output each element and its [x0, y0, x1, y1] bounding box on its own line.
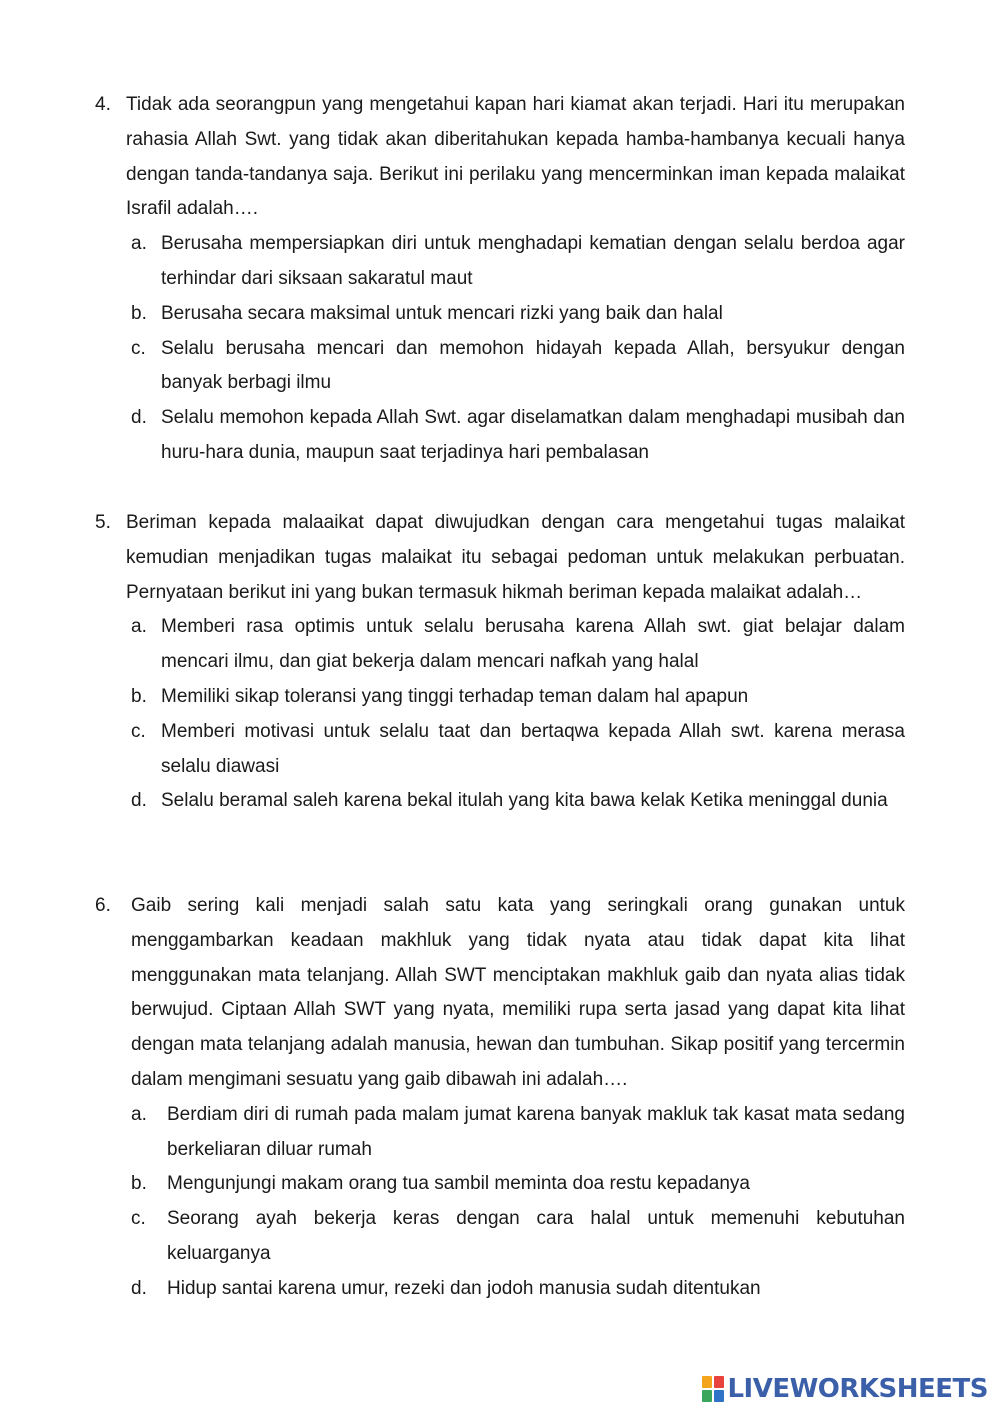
option-text: Memiliki sikap toleransi yang tinggi terhadap teman dalam hal apapun [161, 685, 749, 707]
question-text: Gaib sering kali menjadi salah satu kata yang seringkali orang gunakan untuk menggambarkan keadaan makhluk yang tidak nyata atau tidak dapat kita lihat menggunakan mata telanjang. Allah SWT menciptakan makhluk gaib dan nyata alias tidak berwujud. Ciptaan Allah SWT yang nyata, memiliki rupa serta jasad yang dapat kita lihat dengan mata telanjang adalah manusia, hewan dan tumbuhan. Sikap positif yang tercermin dalam mengimani sesuatu yang gaib dibawah ini adalah…. [131, 895, 905, 1090]
option-d[interactable] [95, 1272, 905, 1307]
option-letter: c. [131, 1208, 146, 1230]
logo-square [714, 1376, 724, 1388]
option-b[interactable] [95, 297, 905, 332]
option-text: Hidup santai karena umur, rezeki dan jodoh manusia sudah ditentukan [167, 1277, 761, 1299]
option-letter: a. [131, 1103, 147, 1125]
logo-square [714, 1390, 724, 1402]
answer-options [95, 227, 905, 471]
option-a[interactable] [95, 610, 905, 680]
question-text: Tidak ada seorangpun yang mengetahui kapan hari kiamat akan terjadi. Hari itu merupakan rahasia Allah Swt. yang tidak akan diberitahukan kepada hamba-hambanya kecuali hanya dengan tanda-tandanya saja. Berikut ini perilaku yang mencerminkan iman kepada malaikat Israfil adalah…. [126, 94, 905, 220]
answer-options [95, 610, 905, 819]
question-4 [95, 88, 905, 471]
liveworksheets-logo[interactable] [702, 1374, 988, 1404]
option-text: Selalu berusaha mencari dan memohon hidayah kepada Allah, bersyukur dengan banyak berbagi ilmu [161, 337, 905, 394]
brand-name: LIVEWORKSHEETS [727, 1374, 988, 1404]
option-letter: d. [131, 790, 147, 812]
option-b[interactable] [95, 680, 905, 715]
option-c[interactable] [95, 332, 905, 402]
question-6 [95, 889, 905, 1307]
option-text: Mengunjungi makam orang tua sambil meminta doa restu kepadanya [167, 1173, 750, 1195]
option-text: Memberi motivasi untuk selalu taat dan bertaqwa kepada Allah swt. karena merasa selalu diawasi [161, 720, 905, 777]
option-letter: a. [131, 233, 147, 255]
option-c[interactable] [95, 715, 905, 785]
option-a[interactable] [95, 227, 905, 297]
option-text: Berusaha mempersiapkan diri untuk menghadapi kematian dengan selalu berdoa agar terhindar dari siksaan sakaratul maut [161, 233, 905, 289]
option-letter: d. [131, 1277, 147, 1299]
option-text: Berusaha secara maksimal untuk mencari rizki yang baik dan halal [161, 302, 723, 324]
option-text: Selalu memohon kepada Allah Swt. agar diselamatkan dalam menghadapi musibah dan huru-hara dunia, maupun saat terjadinya hari pembalasan [161, 407, 905, 463]
option-letter: b. [131, 685, 147, 707]
option-a[interactable] [95, 1098, 905, 1168]
option-text: Seorang ayah bekerja keras dengan cara halal untuk memenuhi kebutuhan keluarganya [167, 1208, 905, 1264]
option-letter: c. [131, 337, 146, 359]
option-letter: c. [131, 720, 146, 742]
option-d[interactable] [95, 401, 905, 471]
question-number: 5. [95, 512, 111, 533]
option-letter: d. [131, 407, 147, 429]
option-letter: b. [131, 302, 147, 324]
option-b[interactable] [95, 1167, 905, 1202]
logo-square [702, 1376, 712, 1388]
answer-options [95, 1098, 905, 1307]
option-text: Berdiam diri di rumah pada malam jumat karena banyak makluk tak kasat mata sedang berkeliaran diluar rumah [167, 1103, 905, 1160]
option-text: Memberi rasa optimis untuk selalu berusaha karena Allah swt. giat belajar dalam mencari ilmu, dan giat bekerja dalam mencari nafkah yang halal [161, 616, 905, 673]
question-text: Beriman kepada malaaikat dapat diwujudkan dengan cara mengetahui tugas malaikat kemudian menjadikan tugas malaikat itu sebagai pedoman untuk melakukan perbuatan. Pernyataan berikut ini yang bukan termasuk hikmah beriman kepada malaikat adalah… [126, 512, 905, 603]
option-letter: a. [131, 616, 147, 638]
option-text: Selalu beramal saleh karena bekal itulah yang kita bawa kelak Ketika meninggal dunia [161, 790, 888, 812]
question-5 [95, 506, 905, 819]
question-number: 4. [95, 94, 111, 115]
option-d[interactable] [95, 784, 905, 819]
question-number: 6. [95, 895, 111, 916]
logo-square [702, 1390, 712, 1402]
liveworksheets-logo-icon [702, 1376, 724, 1402]
option-c[interactable] [95, 1202, 905, 1272]
option-letter: b. [131, 1173, 147, 1195]
